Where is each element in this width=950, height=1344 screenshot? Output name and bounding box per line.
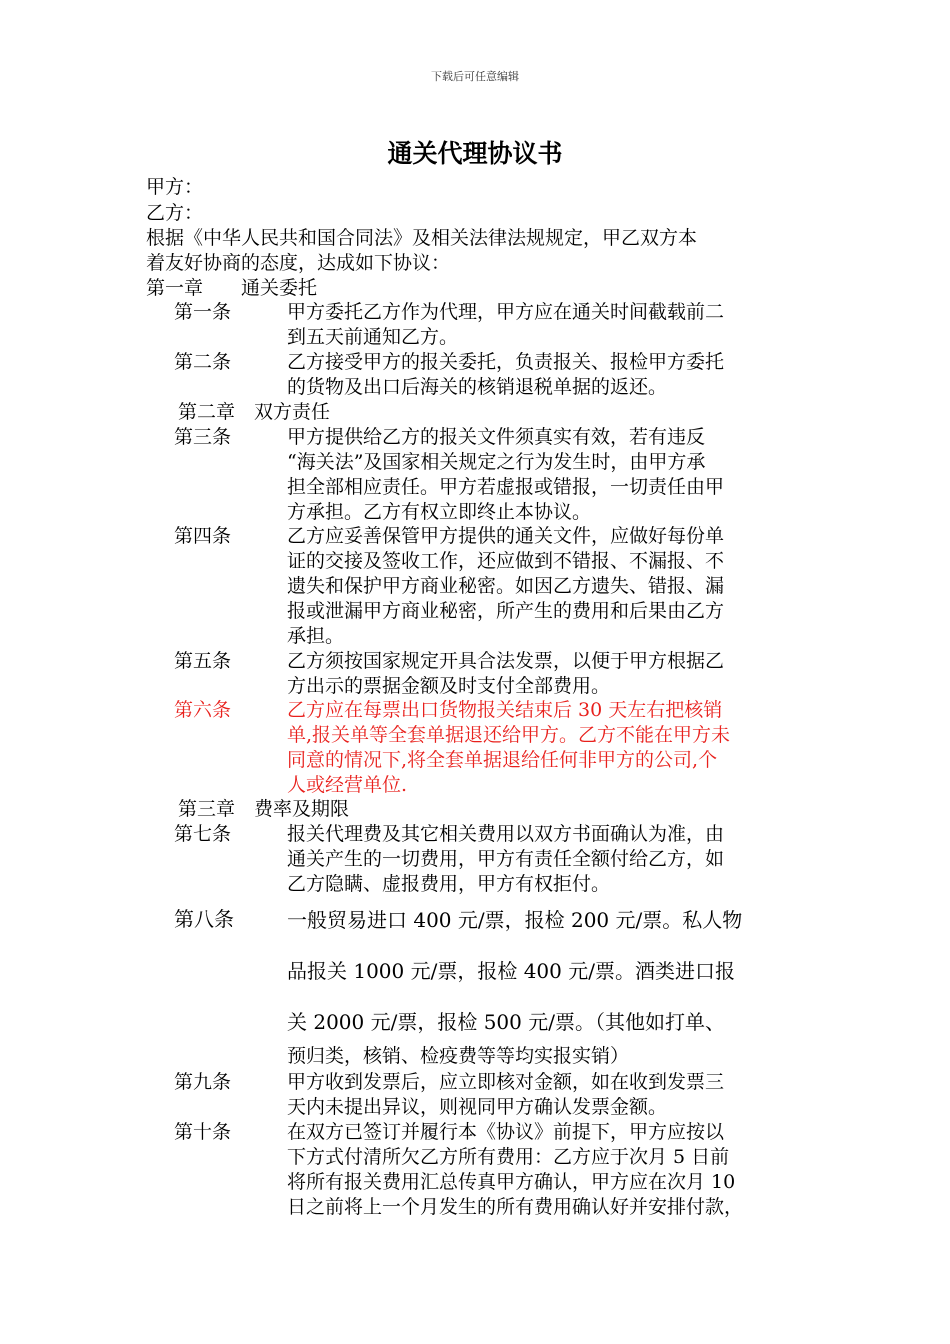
article-line: 乙方须按国家规定开具合法发票，以便于甲方根据乙 [287, 650, 725, 672]
article-line: 承担。 [287, 625, 345, 647]
article-line: 天内未提出异议，则视同甲方确认发票金额。 [287, 1096, 668, 1118]
article-line: 甲方提供给乙方的报关文件须真实有效，若有违反 [287, 426, 706, 448]
chapter-heading: 第二章 双方责任 [178, 401, 331, 423]
header-note: 下载后可任意编辑 [431, 70, 519, 83]
article-line: “海关法”及国家相关规定之行为发生时，由甲方承 [287, 451, 706, 473]
article-line: 报或泄漏甲方商业秘密，所产生的费用和后果由乙方 [287, 600, 725, 622]
article-line: 日之前将上一个月发生的所有费用确认好并安排付款， [287, 1196, 744, 1218]
article-line: 方承担。乙方有权立即终止本协议。 [287, 501, 592, 523]
article-body [287, 895, 811, 1048]
article-label: 第五条 [174, 650, 232, 672]
article-line: 甲方委托乙方作为代理，甲方应在通关时间截载前二 [287, 301, 725, 323]
article-body [287, 649, 811, 699]
article-line: 在双方已签订并履行本《协议》前提下，甲方应按以 [287, 1121, 725, 1143]
article-line: 品报关 1000 元/票，报检 400 元/票。酒类进口报 [287, 959, 735, 983]
article-body [287, 698, 811, 798]
party-b-label: 乙方： [146, 202, 204, 224]
article-label: 第一条 [174, 301, 232, 323]
article-body [287, 425, 811, 525]
article-line: 通关产生的一切费用，甲方有责任全额付给乙方，如 [287, 848, 725, 870]
preamble-line: 着友好协商的态度，达成如下协议： [146, 252, 451, 274]
article-line: 甲方收到发票后，应立即核对金额，如在收到发票三 [287, 1071, 725, 1093]
article-line: 人或经营单位. [287, 774, 408, 796]
article-line: 乙方隐瞒、虚报费用，甲方有权拒付。 [287, 873, 611, 895]
article-line: 乙方应在每票出口货物报关结束后 30 天左右把核销 [287, 699, 723, 721]
article-label: 第八条 [174, 907, 234, 931]
article-body [287, 350, 811, 400]
article-label: 第七条 [174, 823, 232, 845]
preamble [146, 226, 697, 276]
article-label: 第四条 [174, 525, 232, 547]
chapter-heading: 第三章 费率及期限 [178, 798, 350, 820]
article-line: 担全部相应责任。甲方若虚报或错报，一切责任由甲 [287, 476, 725, 498]
article-body [287, 524, 811, 649]
article-line: 关 2000 元/票，报检 500 元/票。（其他如打单、 [287, 1010, 725, 1034]
article-line: 下方式付清所欠乙方所有费用：乙方应于次月 5 日前 [287, 1146, 730, 1168]
article-line: 乙方接受甲方的报关委托，负责报关、报检甲方委托 [287, 351, 725, 373]
article-label: 第六条 [174, 699, 232, 721]
article-label: 第二条 [174, 351, 232, 373]
article-body [287, 1044, 811, 1069]
article-line: 同意的情况下,将全套单据退给任何非甲方的公司,个 [287, 749, 718, 771]
article-line: 乙方应妥善保管甲方提供的通关文件，应做好每份单 [287, 525, 725, 547]
article-body [287, 1070, 811, 1120]
article-line: 一般贸易进口 400 元/票，报检 200 元/票。私人物 [287, 908, 743, 932]
article-line: 到五天前通知乙方。 [287, 326, 459, 348]
article-line: 单,报关单等全套单据退还给甲方。乙方不能在甲方未 [287, 724, 731, 746]
article-line: 报关代理费及其它相关费用以双方书面确认为准，由 [287, 823, 725, 845]
article-line: 证的交接及签收工作，还应做到不错报、不漏报、不 [287, 550, 725, 572]
article-line: 预归类，核销、检疫费等等均实报实销） [287, 1045, 630, 1067]
document-title: 通关代理协议书 [387, 139, 563, 168]
article-label: 第三条 [174, 426, 232, 448]
party-a-label: 甲方： [146, 176, 204, 198]
article-line: 将所有报关费用汇总传真甲方确认，甲方应在次月 10 [287, 1171, 736, 1193]
chapter-heading: 第一章 通关委托 [146, 277, 318, 299]
article-label: 第十条 [174, 1121, 232, 1143]
article-body [287, 1120, 811, 1220]
article-body [287, 300, 811, 350]
article-line: 遗失和保护甲方商业秘密。如因乙方遗失、错报、漏 [287, 575, 725, 597]
article-label: 第九条 [174, 1071, 232, 1093]
article-body [287, 822, 811, 897]
preamble-line: 根据《中华人民共和国合同法》及相关法律法规规定，甲乙双方本 [146, 227, 698, 249]
article-line: 方出示的票据金额及时支付全部费用。 [287, 675, 611, 697]
article-line: 的货物及出口后海关的核销退税单据的返还。 [287, 376, 668, 398]
